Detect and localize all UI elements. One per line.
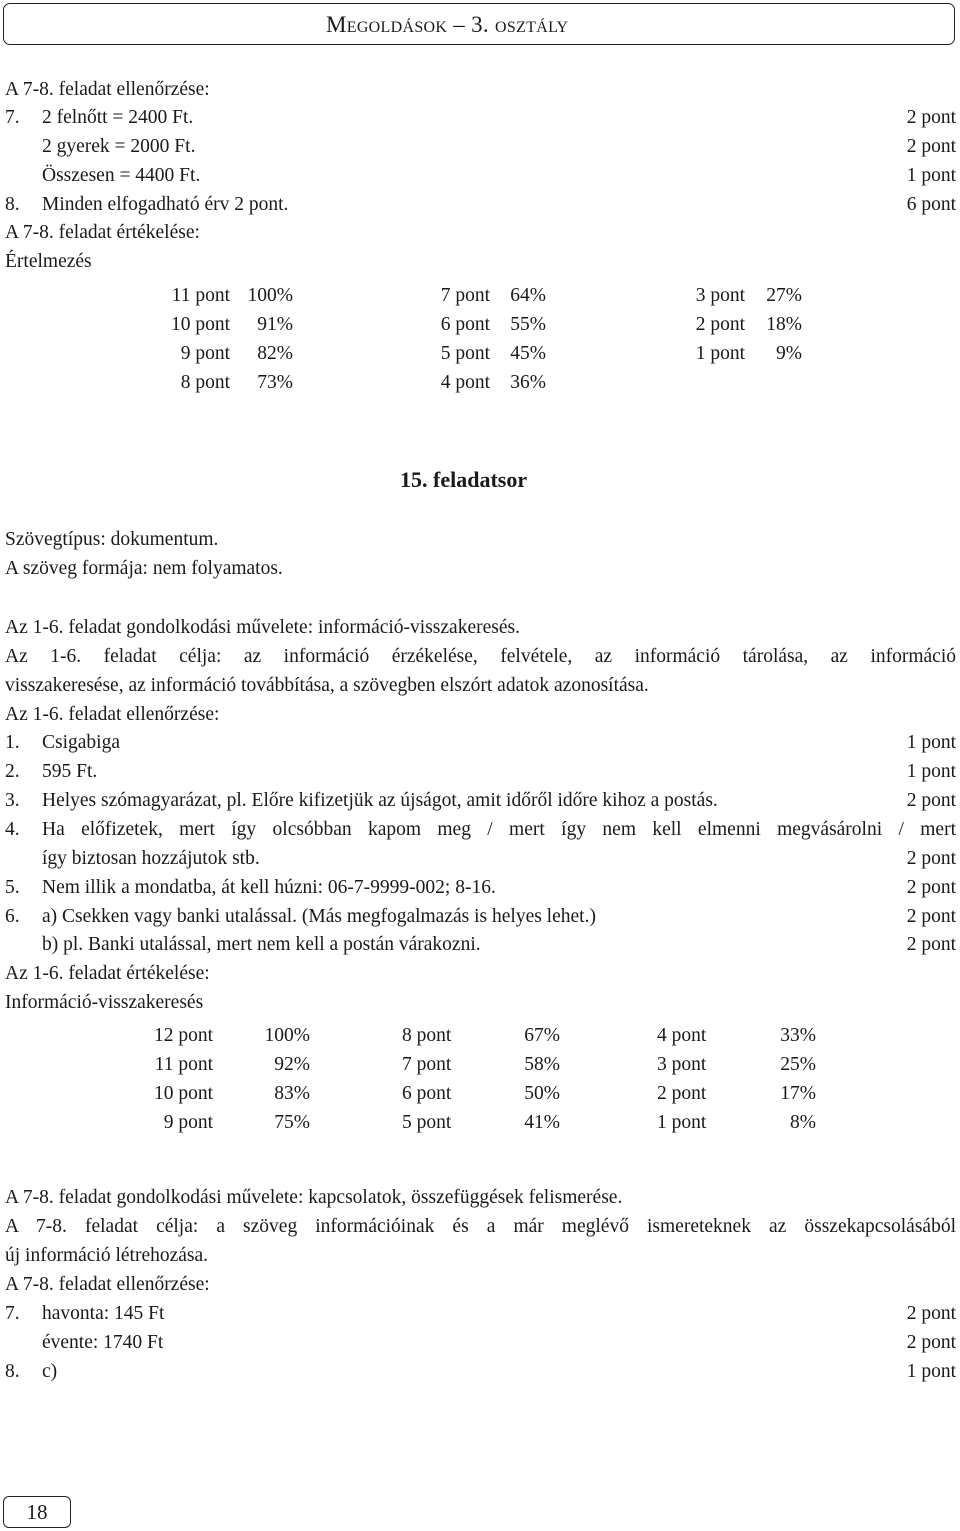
table-cell-points: 10 pont <box>170 314 230 335</box>
table-cell-percent: 73% <box>257 372 293 393</box>
item-points: 6 pont <box>906 194 956 215</box>
section-a-eval-title: A 7-8. feladat értékelése: <box>5 222 200 243</box>
section-c-goal-line1: A 7-8. feladat célja: a szöveg információinak és a már meglévő ismereteknek az összekapcsolásából <box>5 1216 956 1237</box>
table-cell-points: 2 pont <box>695 314 745 335</box>
table-cell-percent: 50% <box>524 1083 560 1104</box>
item-text: Összesen = 4400 Ft. <box>42 165 201 186</box>
table-cell-percent: 75% <box>274 1112 310 1133</box>
section-a-eval-category: Értelmezés <box>5 251 92 272</box>
item-points: 2 pont <box>906 107 956 128</box>
table-cell-points: 8 pont <box>180 372 230 393</box>
table-cell-points: 1 pont <box>657 1112 707 1133</box>
item-points: 1 pont <box>906 165 956 186</box>
text-type: Szövegtípus: dokumentum. <box>5 529 219 550</box>
table-cell-points: 4 pont <box>657 1025 707 1046</box>
item-number: 4. <box>5 819 20 840</box>
item-points: 2 pont <box>906 848 956 869</box>
item-text: Minden elfogadható érv 2 pont. <box>42 194 289 215</box>
item-points: 2 pont <box>906 877 956 898</box>
table-cell-points: 7 pont <box>440 285 490 306</box>
table-cell-points: 10 pont <box>153 1083 213 1104</box>
table-cell-points: 6 pont <box>440 314 490 335</box>
item-number: 7. <box>5 107 20 128</box>
item-text: 2 felnőtt = 2400 Ft. <box>42 107 194 128</box>
item-text: c) <box>42 1361 58 1382</box>
item-number: 3. <box>5 790 20 811</box>
item-points: 2 pont <box>906 934 956 955</box>
section-b-goal-line1: Az 1-6. feladat célja: az információ érzékelése, felvétele, az információ tárolása, az információ <box>5 646 956 667</box>
table-cell-percent: 64% <box>510 285 546 306</box>
table-cell-points: 11 pont <box>154 1054 213 1075</box>
section-heading: 15. feladatsor <box>400 467 528 492</box>
section-a-check-title: A 7-8. feladat ellenőrzése: <box>5 79 210 100</box>
item-text: Csigabiga <box>42 732 120 753</box>
table-cell-points: 11 pont <box>171 285 230 306</box>
table-cell-points: 5 pont <box>440 343 490 364</box>
item-points: 1 pont <box>906 1361 956 1382</box>
item-text: havonta: 145 Ft <box>42 1303 165 1324</box>
table-cell-points: 5 pont <box>402 1112 452 1133</box>
item-number: 5. <box>5 877 20 898</box>
table-cell-percent: 9% <box>776 343 802 364</box>
table-cell-percent: 92% <box>274 1054 310 1075</box>
table-cell-percent: 100% <box>264 1025 310 1046</box>
table-cell-percent: 18% <box>766 314 802 335</box>
table-cell-points: 3 pont <box>695 285 745 306</box>
item-number: 7. <box>5 1303 20 1324</box>
item-number: 2. <box>5 761 20 782</box>
table-cell-percent: 55% <box>510 314 546 335</box>
item-text: 2 gyerek = 2000 Ft. <box>42 136 196 157</box>
table-cell-percent: 45% <box>510 343 546 364</box>
item-points: 2 pont <box>906 136 956 157</box>
table-cell-points: 12 pont <box>153 1025 213 1046</box>
section-b-eval-category: Információ-visszakeresés <box>5 992 204 1013</box>
table-cell-points: 9 pont <box>180 343 230 364</box>
table-cell-points: 3 pont <box>657 1054 707 1075</box>
item-text: a) Csekken vagy banki utalással. (Más megfogalmazás is helyes lehet.) <box>42 906 596 927</box>
item-number: 8. <box>5 1361 20 1382</box>
page-header-title: Megoldások – 3. osztály <box>326 12 569 37</box>
section-c-goal-line2: új információ létrehozása. <box>5 1245 209 1266</box>
table-cell-percent: 36% <box>510 372 546 393</box>
item-points: 2 pont <box>906 790 956 811</box>
table-cell-points: 4 pont <box>440 372 490 393</box>
table-cell-points: 8 pont <box>402 1025 452 1046</box>
item-number: 6. <box>5 906 20 927</box>
item-number: 8. <box>5 194 20 215</box>
item-points: 2 pont <box>906 1303 956 1324</box>
table-cell-percent: 8% <box>790 1112 816 1133</box>
item-text: Nem illik a mondatba, át kell húzni: 06-7-9999-002; 8-16. <box>42 877 496 898</box>
text-form: A szöveg formája: nem folyamatos. <box>5 558 283 579</box>
section-b-operation: Az 1-6. feladat gondolkodási művelete: információ-visszakeresés. <box>5 617 520 638</box>
table-cell-percent: 33% <box>780 1025 816 1046</box>
section-b-eval-title: Az 1-6. feladat értékelése: <box>5 963 210 984</box>
table-cell-points: 7 pont <box>402 1054 452 1075</box>
table-cell-percent: 41% <box>524 1112 560 1133</box>
table-cell-percent: 67% <box>524 1025 560 1046</box>
item-points: 1 pont <box>906 761 956 782</box>
item-points: 2 pont <box>906 1332 956 1353</box>
section-b-goal-line2: visszakeresése, az információ továbbítása, a szövegben elszórt adatok azonosítása. <box>5 675 649 696</box>
item-number: 1. <box>5 732 20 753</box>
table-cell-percent: 91% <box>257 314 293 335</box>
section-c-check-title: A 7-8. feladat ellenőrzése: <box>5 1274 210 1295</box>
table-cell-percent: 58% <box>524 1054 560 1075</box>
item-points: 1 pont <box>906 732 956 753</box>
table-cell-percent: 100% <box>247 285 293 306</box>
table-cell-percent: 17% <box>780 1083 816 1104</box>
item-text: évente: 1740 Ft <box>42 1332 164 1353</box>
section-c-operation: A 7-8. feladat gondolkodási művelete: kapcsolatok, összefüggések felismerése. <box>5 1187 623 1208</box>
item-text: Helyes szómagyarázat, pl. Előre kifizetjük az újságot, amit időről időre kihoz a postás. <box>42 790 718 811</box>
item-text: Ha előfizetek, mert így olcsóbban kapom meg / mert így nem kell elmenni megvásárolni / mert <box>42 819 956 840</box>
item-text: b) pl. Banki utalással, mert nem kell a postán várakozni. <box>42 934 481 955</box>
item-points: 2 pont <box>906 906 956 927</box>
page-number: 18 <box>26 1500 48 1524</box>
section-b-check-title: Az 1-6. feladat ellenőrzése: <box>5 704 220 725</box>
table-cell-points: 6 pont <box>402 1083 452 1104</box>
table-cell-points: 1 pont <box>695 343 745 364</box>
table-cell-points: 2 pont <box>657 1083 707 1104</box>
table-cell-percent: 83% <box>274 1083 310 1104</box>
table-cell-percent: 82% <box>257 343 293 364</box>
table-cell-percent: 25% <box>780 1054 816 1075</box>
item-text: így biztosan hozzájutok stb. <box>42 848 260 869</box>
item-text: 595 Ft. <box>42 761 98 782</box>
table-cell-percent: 27% <box>766 285 802 306</box>
table-cell-points: 9 pont <box>163 1112 213 1133</box>
